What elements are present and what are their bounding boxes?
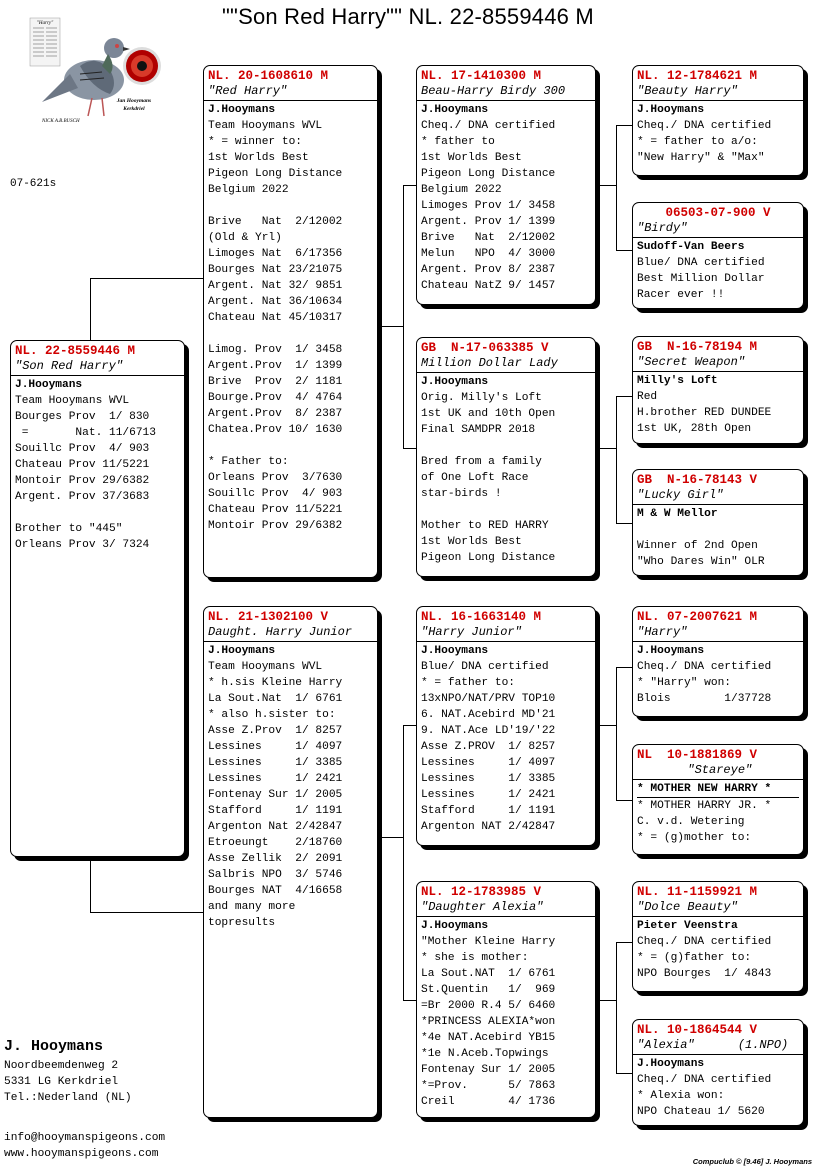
detail-line: 1st Worlds Best [421,152,522,164]
detail-line: J.Hooymans [421,645,489,657]
detail-line: =Br 2000 R.4 5/ 6460 [421,1000,556,1012]
mff-card [632,606,804,717]
detail-line: Mother to RED HARRY [421,520,549,532]
detail-line: Final SAMDPR 2018 [421,424,536,436]
detail-line: La Sout.NAT 1/ 6761 [421,968,556,980]
eye-icon [123,47,161,85]
connector [380,837,404,838]
detail-line: 1st UK, 28th Open [637,423,752,435]
ring-number: NL. 21-1302100 V [208,610,329,624]
detail-line: Blue/ DNA certified [421,661,549,673]
owner-email[interactable]: info@hooymanspigeons.com [4,1132,166,1144]
detail-line: Pigeon Long Distance [421,168,556,180]
detail-line: Limoges Prov 1/ 3458 [421,200,556,212]
pigeon-name: "Alexia" (1.NPO) [633,1038,803,1055]
detail-line: Milly's Loft [637,375,718,387]
detail-line: Etroeungt 2/18760 [208,837,343,849]
detail-line: * MOTHER HARRY JR. * [637,800,772,812]
owner-website[interactable]: www.hooymanspigeons.com [4,1148,159,1160]
detail-line: J.Hooymans [421,104,489,116]
detail-line: J.Hooymans [208,104,276,116]
detail-line: Team Hooymans WVL [208,661,323,673]
detail-line: topresults [208,917,276,929]
mother-mother-card [416,881,596,1118]
pigeon-name: "Birdy" [633,221,803,238]
detail-line: Pigeon Long Distance [421,552,556,564]
detail-line: 9. NAT.Ace LD'19/'22 [421,725,556,737]
detail-line: Winner of 2nd Open [637,540,758,552]
detail-line: Creil 4/ 1736 [421,1096,556,1108]
mother-card [203,606,378,1118]
detail-line [421,502,591,518]
logo-caption-left: NICK A.B.BUSCH [42,119,80,124]
detail-line: 6. NAT.Acebird MD'21 [421,709,556,721]
detail-line: Argenton NAT 2/42847 [421,821,556,833]
detail-line: H.brother RED DUNDEE [637,407,772,419]
ffm-card [632,202,804,309]
detail-line: of One Loft Race [421,472,529,484]
footer-credit: Compuclub © [9.46] J. Hooymans [692,1157,812,1166]
detail-line: Lessines 1/ 2421 [208,773,343,785]
detail-line: Sudoff-Van Beers [637,241,745,253]
detail-line: "Mother Kleine Harry [421,936,556,948]
detail-line: Cheq./ DNA certified [637,936,772,948]
detail-line: Limog. Prov 1/ 3458 [208,344,343,356]
detail-line: * father to [421,136,495,148]
detail-line: * = father to: [421,677,515,689]
pigeon-details [633,1055,803,1120]
pigeon-name: "Secret Weapon" [633,355,803,372]
detail-line: Asse Z.PROV 1/ 8257 [421,741,556,753]
pigeon-details [633,238,803,303]
detail-line: J.Hooymans [637,1058,705,1070]
connector [597,725,616,726]
detail-line: 1st UK and 10th Open [421,408,556,420]
connector [597,448,616,449]
detail-line: Lessines 1/ 4097 [421,757,556,769]
mother-father-card [416,606,596,846]
connector [403,725,404,1001]
ring-number: NL. 20-1608610 M [208,69,329,83]
pigeon-details [633,372,803,437]
owner-name: J. Hooymans [4,1038,104,1055]
mfm-card [632,744,804,855]
ring-number: NL. 10-1864544 V [637,1023,758,1037]
detail-line: *=Prov. 5/ 7863 [421,1080,556,1092]
code-label: 07-621s [10,178,57,190]
owner-address-2: 5331 LG Kerkdriel [4,1076,119,1088]
detail-line: Montoir Prov 29/6382 [15,475,150,487]
detail-line: * also h.sister to: [208,709,336,721]
detail-line: Brive Nat 2/12002 [421,232,556,244]
detail-line: Cheq./ DNA certified [421,120,556,132]
pedigree-card-icon [30,18,60,66]
detail-line: Pigeon Long Distance [208,168,343,180]
detail-line: Bourge.Prov 4/ 4764 [208,392,343,404]
detail-line: Salbris NPO 3/ 5746 [208,869,343,881]
detail-line: Chatea.Prov 10/ 1630 [208,424,343,436]
pigeon-details [417,642,595,835]
mmf-card [632,881,804,992]
pigeon-details [633,505,803,570]
detail-line: *1e N.Aceb.Topwings [421,1048,549,1060]
detail-line: NPO Chateau 1/ 5620 [637,1106,765,1118]
detail-line: Argent. Prov 37/3683 [15,491,150,503]
pigeon-name: Million Dollar Lady [417,356,595,373]
pigeon-name: "Lucky Girl" [633,488,803,505]
detail-line: J.Hooymans [637,104,705,116]
connector [90,912,205,913]
ring-number: GB N-17-063385 V [421,341,549,355]
pigeon-details [633,780,803,846]
detail-line: Lessines 1/ 2421 [421,789,556,801]
detail-line: Argent. Prov 1/ 1399 [421,216,556,228]
detail-line: Montoir Prov 29/6382 [208,520,343,532]
detail-line: Orleans Prov 3/ 7324 [15,539,150,551]
detail-line: NPO Bourges 1/ 4843 [637,968,772,980]
pigeon-name: Daught. Harry Junior [204,625,377,642]
detail-line: Red [637,391,658,403]
detail-line: *4e NAT.Acebird YB15 [421,1032,556,1044]
pigeon-details [417,101,595,294]
ring-number: NL. 22-8559446 M [15,344,136,358]
detail-line: Blois 1/37728 [637,693,772,705]
detail-line: St.Quentin 1/ 969 [421,984,556,996]
pigeon-name: "Daughter Alexia" [417,900,595,917]
detail-line: Bourges Nat 23/21075 [208,264,343,276]
pigeon-name: "Dolce Beauty" [633,900,803,917]
detail-line: La Sout.Nat 1/ 6761 [208,693,343,705]
detail-line: Asse Z.Prov 1/ 8257 [208,725,343,737]
detail-line: Belgium 2022 [208,184,289,196]
detail-line: Stafford 1/ 1191 [208,805,343,817]
connector [616,396,617,524]
pedigree-title: ""Son Red Harry"" NL. 22-8559446 M [222,4,594,29]
owner-phone: Tel.:Nederland (NL) [4,1092,132,1104]
ring-number: NL. 12-1783985 V [421,885,542,899]
detail-line: Fontenay Sur 1/ 2005 [208,789,343,801]
detail-line [637,522,799,538]
detail-line: Racer ever !! [637,289,725,301]
detail-line [15,505,180,521]
ring-number: NL. 11-1159921 M [637,885,758,899]
connector [616,125,617,251]
detail-line: Argent. Nat 36/10634 [208,296,343,308]
ring-number: 06503-07-900 V [665,206,771,220]
detail-line: * = (g)mother to: [637,832,752,844]
detail-line: Orig. Milly's Loft [421,392,542,404]
father-father-card [416,65,596,305]
detail-line: Argent. Nat 32/ 9851 [208,280,343,292]
detail-line: 1st Worlds Best [421,536,522,548]
detail-line: Stafford 1/ 1191 [421,805,556,817]
detail-line: * = (g)father to: [637,952,752,964]
detail-line: Cheq./ DNA certified [637,661,772,673]
subject-card [10,340,185,857]
ring-number: NL 10-1881869 V [637,748,758,762]
detail-line: Team Hooymans WVL [15,395,130,407]
owner-block [4,1036,165,1162]
detail-line: (Old & Yrl) [208,232,282,244]
ring-number: GB N-16-78194 M [637,340,758,354]
detail-line: Team Hooymans WVL [208,120,323,132]
connector [90,278,91,341]
detail-line: C. v.d. Wetering [637,816,745,828]
fff-card [632,65,804,176]
ring-number: NL. 07-2007621 M [637,610,758,624]
pigeon-name: "Son Red Harry" [11,359,184,376]
detail-line: Blue/ DNA certified [637,257,765,269]
detail-line: * h.sis Kleine Harry [208,677,343,689]
pigeon-name: "Harry Junior" [417,625,595,642]
detail-line: Argenton Nat 2/42847 [208,821,343,833]
detail-line: and many more [208,901,296,913]
pigeon-logo [22,14,172,132]
detail-line: 1st Worlds Best [208,152,309,164]
owner-address-1: Noordbeemdenweg 2 [4,1060,119,1072]
detail-line: J.Hooymans [421,376,489,388]
detail-line: * she is mother: [421,952,529,964]
detail-line: Lessines 1/ 3385 [421,773,556,785]
connector [616,667,617,801]
pigeon-details [204,642,377,931]
pigeon-details [204,101,377,534]
detail-line [208,198,373,214]
detail-line: J.Hooymans [208,645,276,657]
detail-line: * = father to a/o: [637,136,758,148]
detail-line: Asse Zellik 2/ 2091 [208,853,343,865]
pigeon-details [633,917,803,982]
detail-line: Brive Prov 2/ 1181 [208,376,343,388]
detail-line: Chateau Prov 11/5221 [208,504,343,516]
pigeon-details [11,376,184,553]
connector [380,326,404,327]
detail-line: 13xNPO/NAT/PRV TOP10 [421,693,556,705]
detail-line: Brive Nat 2/12002 [208,216,343,228]
detail-line: Argent.Prov 8/ 2387 [208,408,343,420]
pigeon-name: "Harry" [633,625,803,642]
detail-line: *PRINCESS ALEXIA*won [421,1016,556,1028]
connector [616,942,617,1074]
detail-line [421,438,591,454]
ring-number: GB N-16-78143 V [637,473,758,487]
mmm-card [632,1019,804,1126]
detail-line: "New Harry" & "Max" [637,152,765,164]
detail-line: Belgium 2022 [421,184,502,196]
detail-line: Lessines 1/ 3385 [208,757,343,769]
detail-line: Chateau NatZ 9/ 1457 [421,280,556,292]
father-card [203,65,378,578]
detail-line: Fontenay Sur 1/ 2005 [421,1064,556,1076]
detail-line: Brother to "445" [15,523,123,535]
detail-line: Bourges NAT 4/16658 [208,885,343,897]
pigeon-details [417,917,595,1110]
detail-line: * = winner to: [208,136,302,148]
detail-line: Orleans Prov 3/7630 [208,472,343,484]
detail-line: star-birds ! [421,488,502,500]
ring-number: NL. 16-1663140 M [421,610,542,624]
detail-line: Lessines 1/ 4097 [208,741,343,753]
detail-line: "Who Dares Win" OLR [637,556,765,568]
detail-line [208,326,373,342]
detail-line: Bred from a family [421,456,542,468]
logo-label: "Harry" [36,21,54,26]
detail-line: M & W Mellor [637,508,718,520]
connector [597,185,616,186]
detail-line: Melun NPO 4/ 3000 [421,248,556,260]
pigeon-name: "Beauty Harry" [633,84,803,101]
detail-line: Limoges Nat 6/17356 [208,248,343,260]
connector [90,856,91,912]
detail-line: Cheq./ DNA certified [637,120,772,132]
pigeon-details [633,101,803,166]
detail-line: Bourges Prov 1/ 830 [15,411,150,423]
detail-line: Argent. Prov 8/ 2387 [421,264,556,276]
detail-line: J.Hooymans [421,920,489,932]
fmm-card [632,469,804,576]
detail-line: Chateau Nat 45/10317 [208,312,343,324]
pigeon-details [633,642,803,707]
detail-line: Best Million Dollar [637,273,765,285]
detail-line: Argent.Prov 1/ 1399 [208,360,343,372]
ring-number: NL. 12-1784621 M [637,69,758,83]
father-mother-card [416,337,596,577]
connector [90,278,205,279]
detail-line: J.Hooymans [637,645,705,657]
detail-line: * MOTHER NEW HARRY * [637,781,799,798]
pigeon-name: "Red Harry" [204,84,377,101]
detail-line: * "Harry" won: [637,677,731,689]
connector [403,185,404,449]
detail-line: Cheq./ DNA certified [637,1074,772,1086]
connector [597,1000,616,1001]
detail-line: Pieter Veenstra [637,920,738,932]
pigeon-name: "Stareye" [633,763,803,780]
detail-line: J.Hooymans [15,379,83,391]
logo-caption-right-2: Kerkdriel [123,106,145,112]
detail-line [208,438,373,454]
detail-line: * Alexia won: [637,1090,725,1102]
detail-line: * Father to: [208,456,289,468]
logo-caption-right-1: Jan Hooymans [116,98,152,104]
ring-number: NL. 17-1410300 M [421,69,542,83]
fmf-card [632,336,804,444]
pigeon-name: Beau-Harry Birdy 300 [417,84,595,101]
pigeon-details [417,373,595,566]
detail-line: Souillc Prov 4/ 903 [208,488,343,500]
detail-line: = Nat. 11/6713 [15,427,156,439]
detail-line: Souillc Prov 4/ 903 [15,443,150,455]
detail-line: Chateau Prov 11/5221 [15,459,150,471]
